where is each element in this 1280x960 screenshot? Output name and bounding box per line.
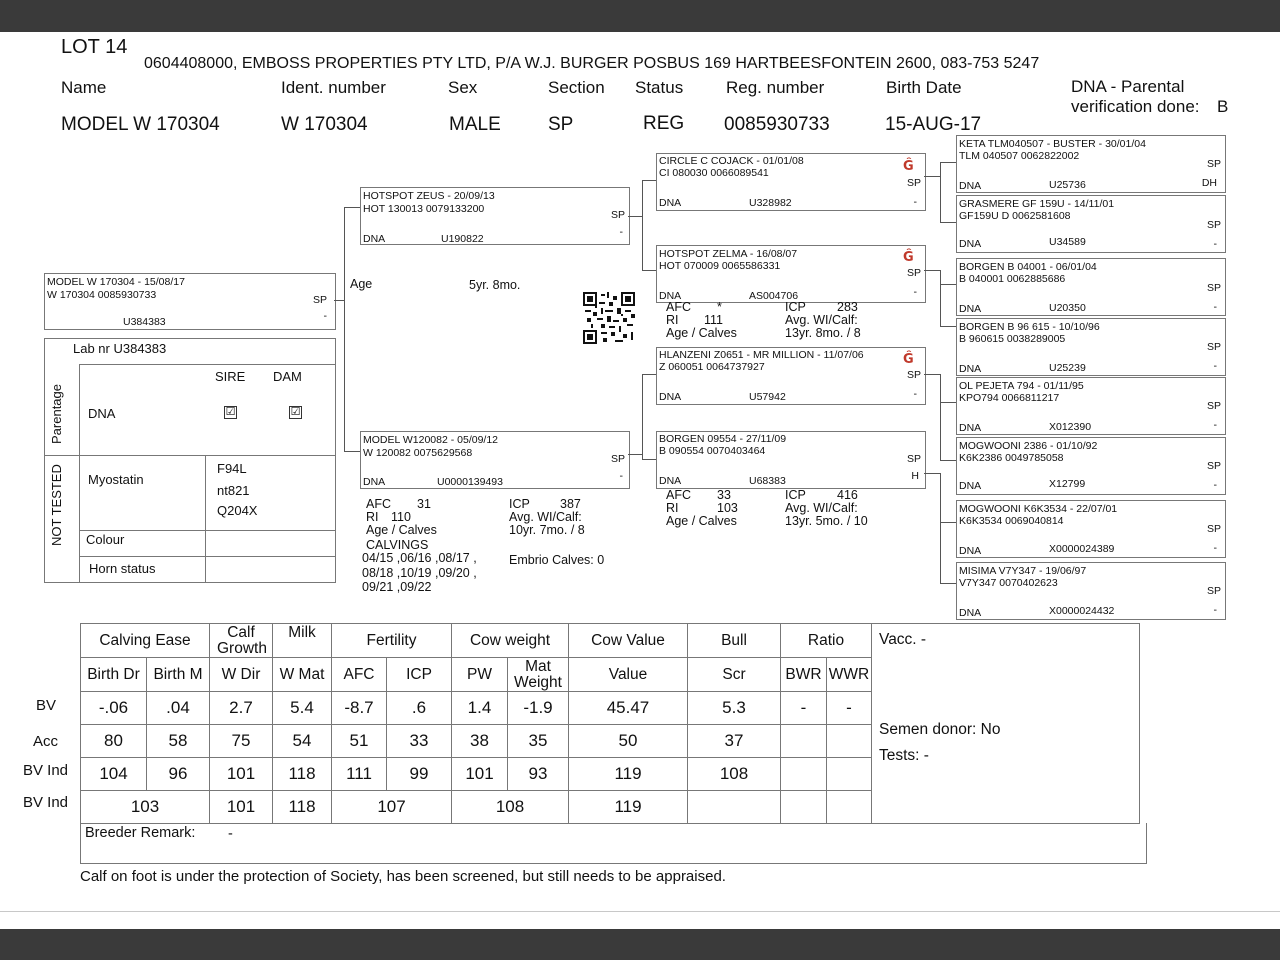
ggp-id: B 040001 0062885686 bbox=[959, 273, 1066, 285]
sub-header: Value bbox=[569, 658, 688, 692]
sub-header bbox=[508, 658, 569, 692]
acc-cell: 38 bbox=[452, 725, 508, 758]
bv-cell: 2.7 bbox=[210, 692, 273, 725]
ggp-lab: U25736 bbox=[1049, 179, 1086, 191]
bv-cell: - bbox=[781, 692, 827, 725]
ggp-section: SP bbox=[1206, 158, 1221, 170]
sire-dam-box bbox=[656, 245, 926, 303]
age-value: 5yr. 8mo. bbox=[469, 278, 521, 292]
bv-ind-group-cell: 119 bbox=[569, 791, 688, 824]
bv-ind-group-cell: 101 bbox=[210, 791, 273, 824]
sd-lab: AS004706 bbox=[749, 290, 799, 302]
ggp-extra: DH bbox=[1201, 177, 1217, 189]
sire-dna-checkbox: ☑ bbox=[225, 406, 236, 418]
ss-lab: U328982 bbox=[749, 197, 792, 209]
sd-icp-label: ICP bbox=[785, 300, 806, 314]
sd-title: HOTSPOT ZELMA - 16/08/07 bbox=[659, 248, 798, 260]
dd-dna: DNA bbox=[659, 475, 682, 487]
name-label: Name bbox=[61, 78, 107, 97]
breeding-values-table bbox=[80, 623, 1140, 824]
birth-label: Birth Date bbox=[886, 78, 962, 97]
verification-label: verification done: bbox=[1071, 97, 1200, 116]
dd-ri-label: RI bbox=[666, 501, 679, 515]
dd-afc-label: AFC bbox=[666, 488, 691, 502]
footer-note: Calf on foot is under the protection of Society, has been screened, but still needs to be appraised. bbox=[80, 868, 726, 885]
ggp-title: BORGEN B 96 615 - 10/10/96 bbox=[959, 321, 1100, 333]
acc-cell: 33 bbox=[387, 725, 452, 758]
bv-ind-cell: 93 bbox=[508, 758, 569, 791]
myostatin-label: Myostatin bbox=[88, 472, 144, 487]
notes-cell bbox=[872, 624, 1140, 824]
sd-age-calves: 13yr. 8mo. / 8 bbox=[785, 326, 861, 340]
genomic-icon: Ĝ bbox=[903, 159, 914, 174]
verification-value: B bbox=[1217, 97, 1229, 116]
ggp-extra: - bbox=[1213, 419, 1217, 431]
row-label-bv-ind: BV Ind bbox=[23, 762, 69, 779]
section-label: Section bbox=[548, 78, 605, 97]
dd-avg-wi: Avg. WI/Calf: bbox=[785, 501, 858, 515]
ggp-box bbox=[956, 258, 1226, 316]
dam-dash: - bbox=[619, 470, 623, 482]
bv-cell: -1.9 bbox=[508, 692, 569, 725]
dam-calvings-line: 04/15 ,06/16 ,08/17 , bbox=[362, 551, 477, 565]
ds-dna: DNA bbox=[659, 391, 682, 403]
bv-ind-group-cell bbox=[781, 791, 827, 824]
dd-ri: 103 bbox=[717, 501, 738, 515]
ds-id: Z 060051 0064737927 bbox=[659, 361, 765, 373]
bv-ind-group-cell bbox=[688, 791, 781, 824]
dd-age-calves: 13yr. 5mo. / 10 bbox=[785, 514, 868, 528]
ss-title: CIRCLE C COJACK - 01/01/08 bbox=[659, 155, 804, 167]
ggp-section: SP bbox=[1206, 585, 1221, 597]
row-label-acc: Acc bbox=[33, 733, 59, 750]
ss-section: SP bbox=[906, 177, 921, 189]
group-header bbox=[210, 624, 273, 658]
owner-line: 0604408000, EMBOSS PROPERTIES PTY LTD, P/A W.J. BURGER POSBUS 169 HARTBEESFONTEIN 2600, 083-753 5247 bbox=[144, 55, 1040, 72]
acc-cell: 80 bbox=[81, 725, 147, 758]
group-header: Fertility bbox=[332, 624, 452, 658]
sd-section: SP bbox=[906, 267, 921, 279]
dam-dna-checkbox: ☑ bbox=[290, 406, 301, 418]
sex-label: Sex bbox=[448, 78, 478, 97]
ds-section: SP bbox=[906, 369, 921, 381]
sd-age-calves-label: Age / Calves bbox=[666, 326, 737, 340]
sire-col-label: SIRE bbox=[215, 369, 246, 384]
sub-header: Scr bbox=[688, 658, 781, 692]
bv-cell: .6 bbox=[387, 692, 452, 725]
acc-cell: 75 bbox=[210, 725, 273, 758]
ds-lab: U57942 bbox=[749, 391, 786, 403]
lab-nr: Lab nr U384383 bbox=[73, 341, 167, 356]
myostatin-value: F94L bbox=[217, 461, 247, 476]
acc-cell: 54 bbox=[273, 725, 332, 758]
sd-ri-label: RI bbox=[666, 313, 679, 327]
ggp-section: SP bbox=[1206, 341, 1221, 353]
ggp-id: K6K3534 0069040814 bbox=[959, 515, 1064, 527]
group-header: Cow Value bbox=[569, 624, 688, 658]
lot-number: LOT 14 bbox=[61, 36, 128, 58]
ggp-box bbox=[956, 437, 1226, 495]
reg-number: 0085930733 bbox=[724, 114, 830, 135]
acc-cell: 50 bbox=[569, 725, 688, 758]
sire-lab: U190822 bbox=[441, 233, 484, 245]
dam-icp: 387 bbox=[560, 497, 581, 511]
separator bbox=[0, 911, 1280, 912]
animal-box-title: MODEL W 170304 - 15/08/17 bbox=[47, 276, 185, 288]
animal-box-dash: - bbox=[323, 310, 327, 322]
ggp-box bbox=[956, 135, 1226, 193]
sub-header: Birth M bbox=[147, 658, 210, 692]
ggp-dna: DNA bbox=[959, 422, 982, 434]
sub-header: BWR bbox=[781, 658, 827, 692]
bv-ind-cell: 96 bbox=[147, 758, 210, 791]
ggp-lab: X0000024389 bbox=[1049, 543, 1115, 555]
dam-section: SP bbox=[610, 453, 625, 465]
dam-ri: 110 bbox=[391, 510, 411, 524]
bv-ind-cell bbox=[781, 758, 827, 791]
row-label-bv: BV bbox=[36, 697, 57, 714]
dam-afc-label: AFC bbox=[366, 497, 391, 511]
bv-ind-group-cell: 103 bbox=[81, 791, 210, 824]
reg-label: Reg. number bbox=[726, 78, 825, 97]
age-label: Age bbox=[350, 277, 373, 291]
sire-box bbox=[360, 187, 630, 245]
ggp-section: SP bbox=[1206, 523, 1221, 535]
ggp-box bbox=[956, 195, 1226, 253]
sire-title: HOTSPOT ZEUS - 20/09/13 bbox=[363, 190, 495, 202]
ggp-section: SP bbox=[1206, 219, 1221, 231]
bv-ind-cell: 119 bbox=[569, 758, 688, 791]
colour-label: Colour bbox=[86, 532, 125, 547]
sd-id: HOT 070009 0065586331 bbox=[659, 260, 781, 272]
sub-header: WWR bbox=[827, 658, 872, 692]
status-value: REG bbox=[643, 113, 685, 134]
sub-header: AFC bbox=[332, 658, 387, 692]
ggp-extra: - bbox=[1213, 301, 1217, 313]
bv-cell: 5.3 bbox=[688, 692, 781, 725]
dam-age-calves: 10yr. 7mo. / 8 bbox=[509, 523, 585, 537]
bv-cell: - bbox=[827, 692, 872, 725]
ggp-lab: U20350 bbox=[1049, 302, 1086, 314]
bv-ind-cell: 118 bbox=[273, 758, 332, 791]
ggp-lab: U25239 bbox=[1049, 362, 1086, 374]
group-header: Milk bbox=[273, 624, 332, 658]
dd-icp: 416 bbox=[837, 488, 858, 502]
ggp-box bbox=[956, 318, 1226, 376]
dna-parental-label: DNA - Parental bbox=[1071, 77, 1185, 96]
dd-afc: 33 bbox=[717, 488, 731, 502]
breeder-remark-value: - bbox=[228, 826, 233, 842]
ident-label: Ident. number bbox=[281, 78, 386, 97]
dam-icp-label: ICP bbox=[509, 497, 530, 511]
dam-lab: U0000139493 bbox=[437, 476, 503, 488]
dam-embrio: Embrio Calves: 0 bbox=[509, 553, 605, 567]
dd-horn: H bbox=[911, 470, 919, 482]
sub-header: Birth Dr bbox=[81, 658, 147, 692]
group-header: Ratio bbox=[781, 624, 872, 658]
ggp-id: K6K2386 0049785058 bbox=[959, 452, 1064, 464]
ggp-title: GRASMERE GF 159U - 14/11/01 bbox=[959, 198, 1115, 210]
bv-ind-cell: 108 bbox=[688, 758, 781, 791]
dam-dna: DNA bbox=[363, 476, 386, 488]
sub-header: PW bbox=[452, 658, 508, 692]
semen-donor-text: Semen donor: No bbox=[879, 721, 1001, 738]
sire-section: SP bbox=[610, 209, 625, 221]
ggp-lab: X012390 bbox=[1049, 421, 1092, 433]
breeder-remark-label: Breeder Remark: bbox=[85, 825, 196, 841]
ggp-id: TLM 040507 0062822002 bbox=[959, 150, 1080, 162]
ggp-dna: DNA bbox=[959, 238, 982, 250]
ggp-dna: DNA bbox=[959, 480, 982, 492]
dam-dam-box bbox=[656, 431, 926, 489]
sire-dna: DNA bbox=[363, 233, 386, 245]
bv-cell: 5.4 bbox=[273, 692, 332, 725]
dam-calvings-label: CALVINGS bbox=[366, 538, 429, 552]
bv-ind-group-cell bbox=[827, 791, 872, 824]
sub-header: W Dir bbox=[210, 658, 273, 692]
bv-ind-cell bbox=[827, 758, 872, 791]
group-header: Calving Ease bbox=[81, 624, 210, 658]
ggp-box bbox=[956, 500, 1226, 558]
ggp-dna: DNA bbox=[959, 545, 982, 557]
dna-row-label: DNA bbox=[88, 406, 116, 421]
ggp-id: V7Y347 0070402623 bbox=[959, 577, 1058, 589]
bv-ind-cell: 101 bbox=[210, 758, 273, 791]
ggp-extra: - bbox=[1213, 604, 1217, 616]
top-bar bbox=[0, 0, 1280, 32]
bv-cell: 45.47 bbox=[569, 692, 688, 725]
sd-afc-label: AFC bbox=[666, 300, 691, 314]
bv-cell: 1.4 bbox=[452, 692, 508, 725]
sd-icp: 283 bbox=[837, 300, 858, 314]
bv-cell: -8.7 bbox=[332, 692, 387, 725]
ggp-dna: DNA bbox=[959, 180, 982, 192]
sub-header-text: Mat Weight bbox=[514, 657, 562, 691]
bv-ind-cell: 101 bbox=[452, 758, 508, 791]
dd-lab: U68383 bbox=[749, 475, 786, 487]
dam-age-calves-label: Age / Calves bbox=[366, 523, 437, 537]
sd-dash: - bbox=[913, 286, 917, 298]
dd-age-calves-label: Age / Calves bbox=[666, 514, 737, 528]
bv-ind-group-cell: 108 bbox=[452, 791, 569, 824]
sub-header: ICP bbox=[387, 658, 452, 692]
ggp-title: MISIMA V7Y347 - 19/06/97 bbox=[959, 565, 1087, 577]
bv-ind-group-cell: 107 bbox=[332, 791, 452, 824]
group-header: Cow weight bbox=[452, 624, 569, 658]
animal-box-section: SP bbox=[312, 294, 327, 306]
vacc-text: Vacc. - bbox=[879, 631, 927, 648]
dam-ri-label: RI bbox=[366, 510, 379, 524]
dam-id: W 120082 0075629568 bbox=[363, 447, 473, 459]
ggp-dna: DNA bbox=[959, 363, 982, 375]
acc-cell: 35 bbox=[508, 725, 569, 758]
ggp-extra: - bbox=[1213, 360, 1217, 372]
ggp-id: B 960615 0038289005 bbox=[959, 333, 1066, 345]
birth-date: 15-AUG-17 bbox=[885, 114, 982, 135]
qr-code-image bbox=[583, 292, 635, 344]
sd-afc: * bbox=[717, 300, 722, 314]
myostatin-value: Q204X bbox=[217, 503, 258, 518]
bottom-bar bbox=[0, 929, 1280, 960]
ggp-title: KETA TLM040507 - BUSTER - 30/01/04 bbox=[959, 138, 1146, 150]
animal-box bbox=[44, 273, 336, 330]
ggp-extra: - bbox=[1213, 542, 1217, 554]
ss-dash: - bbox=[913, 196, 917, 208]
dd-title: BORGEN 09554 - 27/11/09 bbox=[659, 433, 787, 445]
bv-ind-cell: 99 bbox=[387, 758, 452, 791]
status-label: Status bbox=[635, 78, 684, 97]
dam-box bbox=[360, 431, 630, 489]
sub-header: W Mat bbox=[273, 658, 332, 692]
ggp-title: OL PEJETA 794 - 01/11/95 bbox=[959, 380, 1084, 392]
ggp-section: SP bbox=[1206, 282, 1221, 294]
ggp-lab: U34589 bbox=[1049, 236, 1086, 248]
acc-cell bbox=[781, 725, 827, 758]
ggp-id: KPO794 0066811217 bbox=[959, 392, 1060, 404]
dd-icp-label: ICP bbox=[785, 488, 806, 502]
ds-title: HLANZENI Z0651 - MR MILLION - 11/07/06 bbox=[659, 349, 864, 361]
animal-box-id: W 170304 0085930733 bbox=[47, 289, 157, 301]
breeder-remark-box bbox=[80, 823, 1147, 864]
sire-dash: - bbox=[619, 226, 623, 238]
ggp-box bbox=[956, 562, 1226, 620]
ggp-section: SP bbox=[1206, 400, 1221, 412]
bv-ind-group-cell: 118 bbox=[273, 791, 332, 824]
ident-number: W 170304 bbox=[281, 114, 368, 135]
sex-value: MALE bbox=[449, 114, 501, 135]
ggp-title: BORGEN B 04001 - 06/01/04 bbox=[959, 261, 1097, 273]
ggp-extra: - bbox=[1213, 479, 1217, 491]
acc-cell: 58 bbox=[147, 725, 210, 758]
ggp-extra: - bbox=[1213, 238, 1217, 250]
tests-text: Tests: - bbox=[879, 747, 929, 764]
bv-ind-cell: 111 bbox=[332, 758, 387, 791]
sire-sire-box bbox=[656, 153, 926, 211]
dam-avg-wi: Avg. WI/Calf: bbox=[509, 510, 582, 524]
ds-dash: - bbox=[913, 388, 917, 400]
ggp-section: SP bbox=[1206, 460, 1221, 472]
dd-id: B 090554 0070403464 bbox=[659, 445, 766, 457]
ss-id: CI 080030 0066089541 bbox=[659, 167, 769, 179]
acc-cell bbox=[827, 725, 872, 758]
acc-cell: 51 bbox=[332, 725, 387, 758]
dam-sire-box bbox=[656, 347, 926, 405]
dd-section: SP bbox=[906, 453, 921, 465]
dam-afc: 31 bbox=[417, 497, 431, 511]
row-label-bv-ind: BV Ind bbox=[23, 794, 69, 811]
sd-avg-wi: Avg. WI/Calf: bbox=[785, 313, 858, 327]
myostatin-value: nt821 bbox=[217, 483, 250, 498]
ss-dna: DNA bbox=[659, 197, 682, 209]
group-header: Bull bbox=[688, 624, 781, 658]
animal-box-lab: U384383 bbox=[123, 316, 166, 328]
horn-status-label: Horn status bbox=[89, 561, 156, 576]
ggp-id: GF159U D 0062581608 bbox=[959, 210, 1071, 222]
ggp-dna: DNA bbox=[959, 607, 982, 619]
ggp-box bbox=[956, 377, 1226, 435]
dam-col-label: DAM bbox=[273, 369, 302, 384]
dam-title: MODEL W120082 - 05/09/12 bbox=[363, 434, 499, 446]
bv-ind-cell: 104 bbox=[81, 758, 147, 791]
animal-name: MODEL W 170304 bbox=[61, 114, 220, 135]
parentage-label: Parentage bbox=[49, 384, 64, 444]
section-value: SP bbox=[548, 114, 574, 135]
bv-cell: .04 bbox=[147, 692, 210, 725]
bv-cell: -.06 bbox=[81, 692, 147, 725]
ggp-lab: X0000024432 bbox=[1049, 605, 1115, 617]
ggp-dna: DNA bbox=[959, 303, 982, 315]
ggp-title: MOGWOONI 2386 - 01/10/92 bbox=[959, 440, 1098, 452]
group-header-text: Calf Growth bbox=[217, 623, 267, 657]
dam-calvings-line: 08/18 ,10/19 ,09/20 , bbox=[362, 566, 477, 580]
genomic-icon: Ĝ bbox=[903, 250, 914, 265]
sd-dna: DNA bbox=[659, 290, 682, 302]
acc-cell: 37 bbox=[688, 725, 781, 758]
dam-calvings-line: 09/21 ,09/22 bbox=[362, 580, 432, 594]
sire-id: HOT 130013 0079133200 bbox=[363, 203, 485, 215]
ggp-title: MOGWOONI K6K3534 - 22/07/01 bbox=[959, 503, 1118, 515]
sd-ri: 111 bbox=[704, 313, 724, 327]
genomic-icon: Ĝ bbox=[903, 352, 914, 367]
ggp-lab: X12799 bbox=[1049, 478, 1086, 490]
not-tested-label: NOT TESTED bbox=[49, 464, 64, 546]
